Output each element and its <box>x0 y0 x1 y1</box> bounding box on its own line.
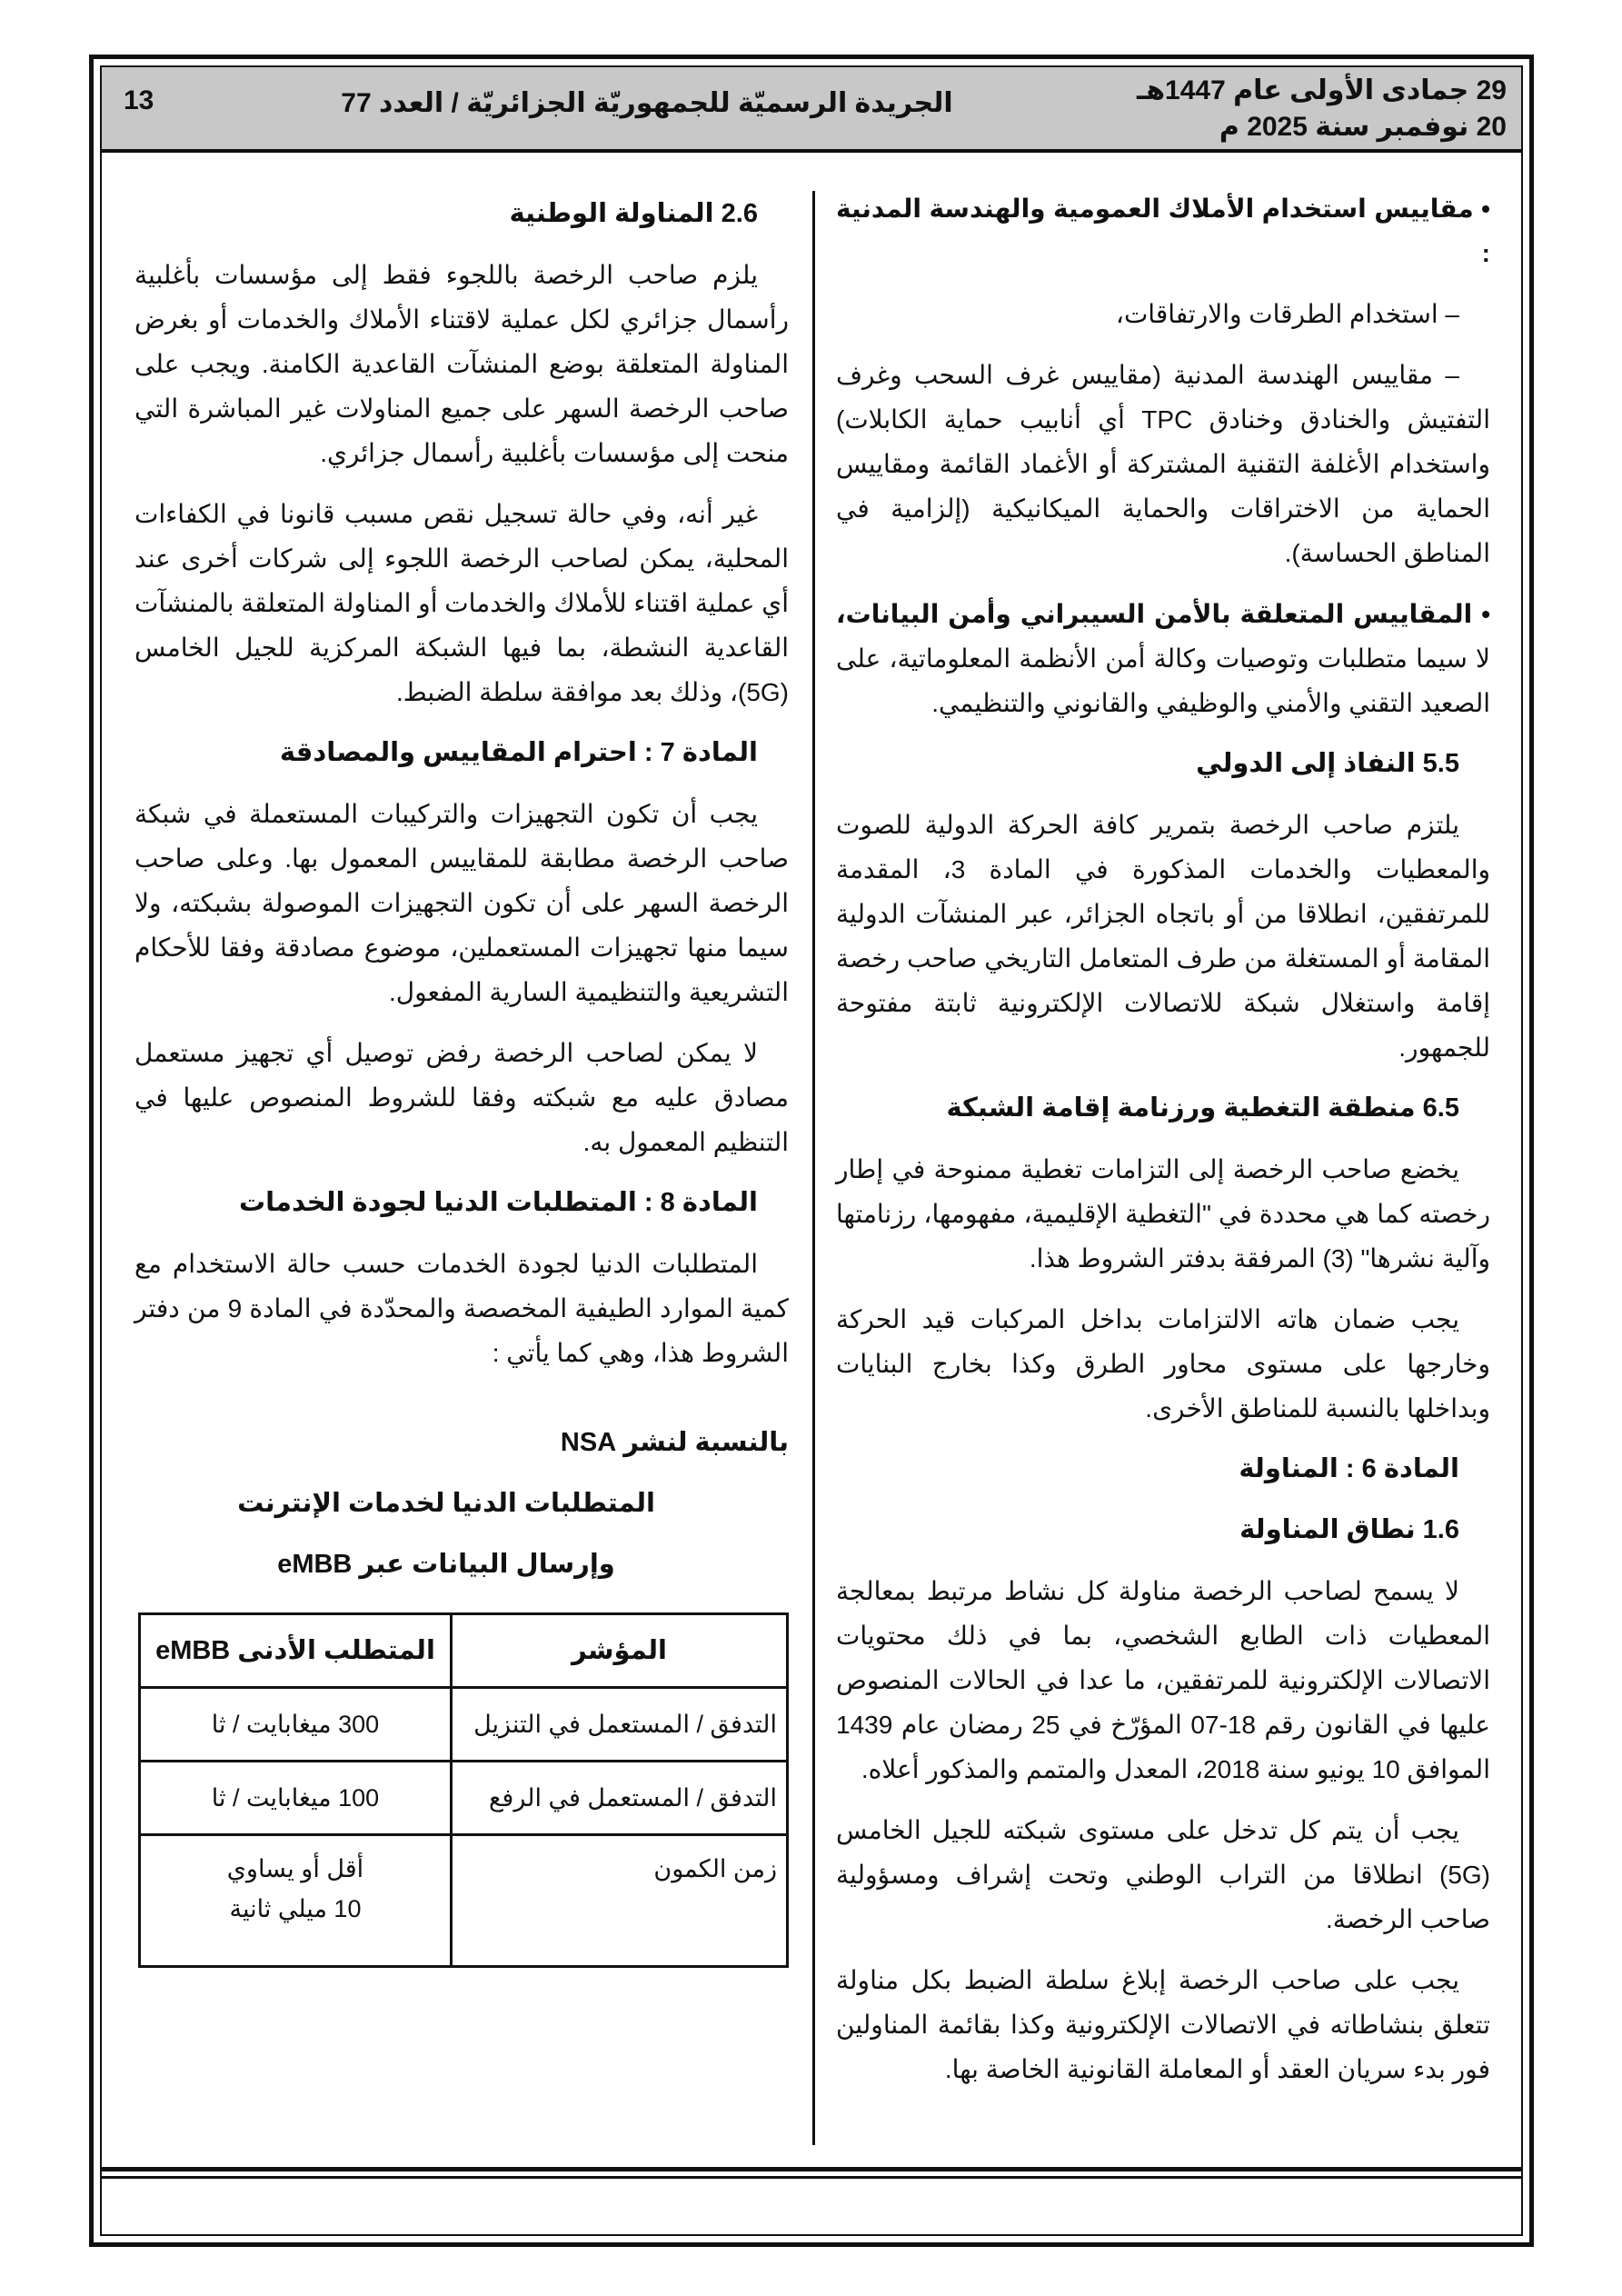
cell-indicator: التدفق / المستعمل في التنزيل <box>451 1688 787 1762</box>
bullet-text: لا سيما متطلبات وتوصيات وكالة أمن الأنظمة المعلوماتية، على الصعيد التقني والأمني والوظيفي والقانوني والتنظيمي. <box>836 644 1490 717</box>
cell-value: 300 ميغابايت / ثا <box>140 1688 452 1762</box>
section-heading: 5.5 النفاذ إلى الدولي <box>1196 749 1459 778</box>
paragraph: لا يسمح لصاحب الرخصة مناولة كل نشاط مرتبط بمعالجة المعطيات ذات الطابع الشخصي، بما في ذلك محتويات الاتصالات الإلكترونية للمرتفقين، ما عدا في الحالات المنصوص عليها في القانون رقم 18-07 المؤرّخ في 25 رمضان عام 1439 الموافق 10 يونيو سنة 2018، المعدل والمتمم والمذكور أعلاه. <box>836 1577 1490 1783</box>
cell-value <box>140 1835 452 1967</box>
paragraph: يخضع صاحب الرخصة إلى التزامات تغطية ممنوحة في إطار رخصته كما هي محددة في "التغطية الإقليمية، مفهومها، رزنامتها وآلية نشرها" (3) المرفقة بدفتر الشروط هذا. <box>836 1155 1490 1273</box>
list-item: – مقاييس الهندسة المدنية (مقاييس غرف السحب وغرف التفتيش والخنادق وخنادق TPC أي أنابيب حماية الكابلات) واستخدام الأغلفة التقنية المشتركة أو الأغماد القائمة ومقاييس الحماية من الاختراقات والحماية الميكانيكية (إلزامية في المناطق الحساسة). <box>836 361 1490 567</box>
cell-indicator: التدفق / المستعمل في الرفع <box>451 1762 787 1835</box>
left-column <box>134 186 789 1968</box>
paragraph: المتطلبات الدنيا لجودة الخدمات حسب حالة الاستخدام مع كمية الموارد الطيفية المخصصة والمحدّدة في المادة 9 من دفتر الشروط هذا، وهي كما يأتي : <box>134 1250 789 1367</box>
table-row <box>140 1835 788 1967</box>
table-row <box>140 1688 788 1762</box>
paragraph: يجب أن تكون التجهيزات والتركيبات المستعملة في شبكة صاحب الرخصة مطابقة للمقاييس المعمول بها. وعلى صاحب الرخصة السهر على أن تكون التجهيزات الموصولة بشبكته، ولا سيما منها تجهيزات المستعملين، موضوع مصادقة وفقا للأحكام التشريعية والتنظيمية السارية المفعول. <box>134 800 789 1006</box>
article-heading: المادة 7 : احترام المقاييس والمصادقة <box>279 738 758 767</box>
header-min-requirement: المتطلب الأدنى eMBB <box>140 1614 452 1688</box>
section-heading: 2.6 المناولة الوطنية <box>509 199 758 228</box>
embb-requirements-table <box>138 1612 789 1968</box>
list-item: – استخدام الطرقات والارتفاقات، <box>1115 300 1459 328</box>
section-heading: 6.5 منطقة التغطية ورزنامة إقامة الشبكة <box>946 1093 1459 1123</box>
header-date <box>1125 73 1507 145</box>
paragraph: يجب ضمان هاته الالتزامات بداخل المركبات قيد الحركة وخارجها على مستوى محاور الطرق وكذا بخارج البنايات وبداخلها بالنسبة للمناطق الأخرى. <box>836 1305 1490 1423</box>
paragraph: لا يمكن لصاحب الرخصة رفض توصيل أي تجهيز مستعمل مصادق عليه مع شبكته وفقا للشروط المنصوص عليها في التنظيم المعمول به. <box>134 1039 789 1156</box>
table-row <box>140 1762 788 1835</box>
bottom-rule <box>102 2176 1521 2179</box>
table-title-line-1: المتطلبات الدنيا لخدمات الإنترنت <box>237 1489 655 1518</box>
date-hijri: 29 جمادى الأولى عام 1447هـ <box>1136 75 1507 105</box>
gazette-header <box>102 67 1521 153</box>
cell-value: 100 ميغابايت / ثا <box>140 1762 452 1835</box>
article-heading: المادة 6 : المناولة <box>1239 1454 1459 1483</box>
bullet-title: • المقاييس المتعلقة بالأمن السيبراني وأمن البيانات، <box>836 600 1490 628</box>
cell-value-line: 10 ميلي ثانية <box>229 1895 362 1922</box>
section-heading: 1.6 نطاق المناولة <box>1239 1515 1459 1544</box>
right-column <box>836 186 1490 2108</box>
page-number: 13 <box>124 85 154 115</box>
bullet-public-domain-standards: • مقاييس استخدام الأملاك العمومية والهندسة المدنية : <box>836 195 1490 267</box>
header-indicator: المؤشر <box>451 1614 787 1688</box>
table-title-line-2: وإرسال البيانات عبر eMBB <box>277 1550 615 1579</box>
bullet-cybersecurity <box>836 592 1490 725</box>
paragraph: يلزم صاحب الرخصة باللجوء فقط إلى مؤسسات بأغلبية رأسمال جزائري لكل عملية لاقتناء الأملاك والخدمات أو بغرض المناولة المتعلقة بوضع المنشآت القاعدية الكامنة. ويجب على صاحب الرخصة السهر على جميع المناولات غير المباشرة التي منحت إلى مؤسسات بأغلبية رأسمال جزائري. <box>134 261 789 467</box>
paragraph: يجب أن يتم كل تدخل على مستوى شبكته للجيل الخامس (5G) انطلاقا من التراب الوطني وتحت إشراف ومسؤولية صاحب الرخصة. <box>836 1816 1490 1933</box>
cell-value-line: أقل أو يساوي <box>226 1855 364 1882</box>
column-divider <box>812 191 815 2145</box>
date-gregorian: 20 نوفمبر سنة 2025 م <box>1219 112 1507 142</box>
nsa-heading: بالنسبة لنشر NSA <box>560 1428 789 1457</box>
paragraph: يجب على صاحب الرخصة إبلاغ سلطة الضبط بكل مناولة تتعلق بنشاطاته في الاتصالات الإلكترونية وكذا بقائمة المناولين فور بدء سريان العقد أو المعاملة القانونية الخاصة بها. <box>836 1966 1490 2083</box>
article-heading: المادة 8 : المتطلبات الدنيا لجودة الخدمات <box>238 1188 758 1217</box>
table-header-row <box>140 1614 788 1688</box>
gazette-title: الجريدة الرسميّة للجمهوريّة الجزائريّة / العدد 77 <box>341 88 953 118</box>
paragraph: غير أنه، وفي حالة تسجيل نقص مسبب قانونا في الكفاءات المحلية، يمكن لصاحب الرخصة اللجوء إلى شركات أخرى عند أي عملية اقتناء للأملاك والخدمات أو المناولة المتعلقة بالمنشآت القاعدية النشطة، بما فيها الشبكة المركزية للجيل الخامس (5G)، وذلك بعد موافقة سلطة الضبط. <box>134 500 789 706</box>
bottom-rule <box>102 2167 1521 2171</box>
paragraph: يلتزم صاحب الرخصة بتمرير كافة الحركة الدولية للصوت والمعطيات والخدمات المذكورة في المادة 3، المقدمة للمرتفقين، انطلاقا من أو باتجاه الجزائر، عبر المنشآت الدولية المقامة أو المستغلة من طرف المتعامل التاريخي صاحب رخصة إقامة واستغلال شبكة للاتصالات الإلكترونية ثابتة مفتوحة للجمهور. <box>836 811 1491 1062</box>
cell-indicator: زمن الكمون <box>451 1835 787 1967</box>
